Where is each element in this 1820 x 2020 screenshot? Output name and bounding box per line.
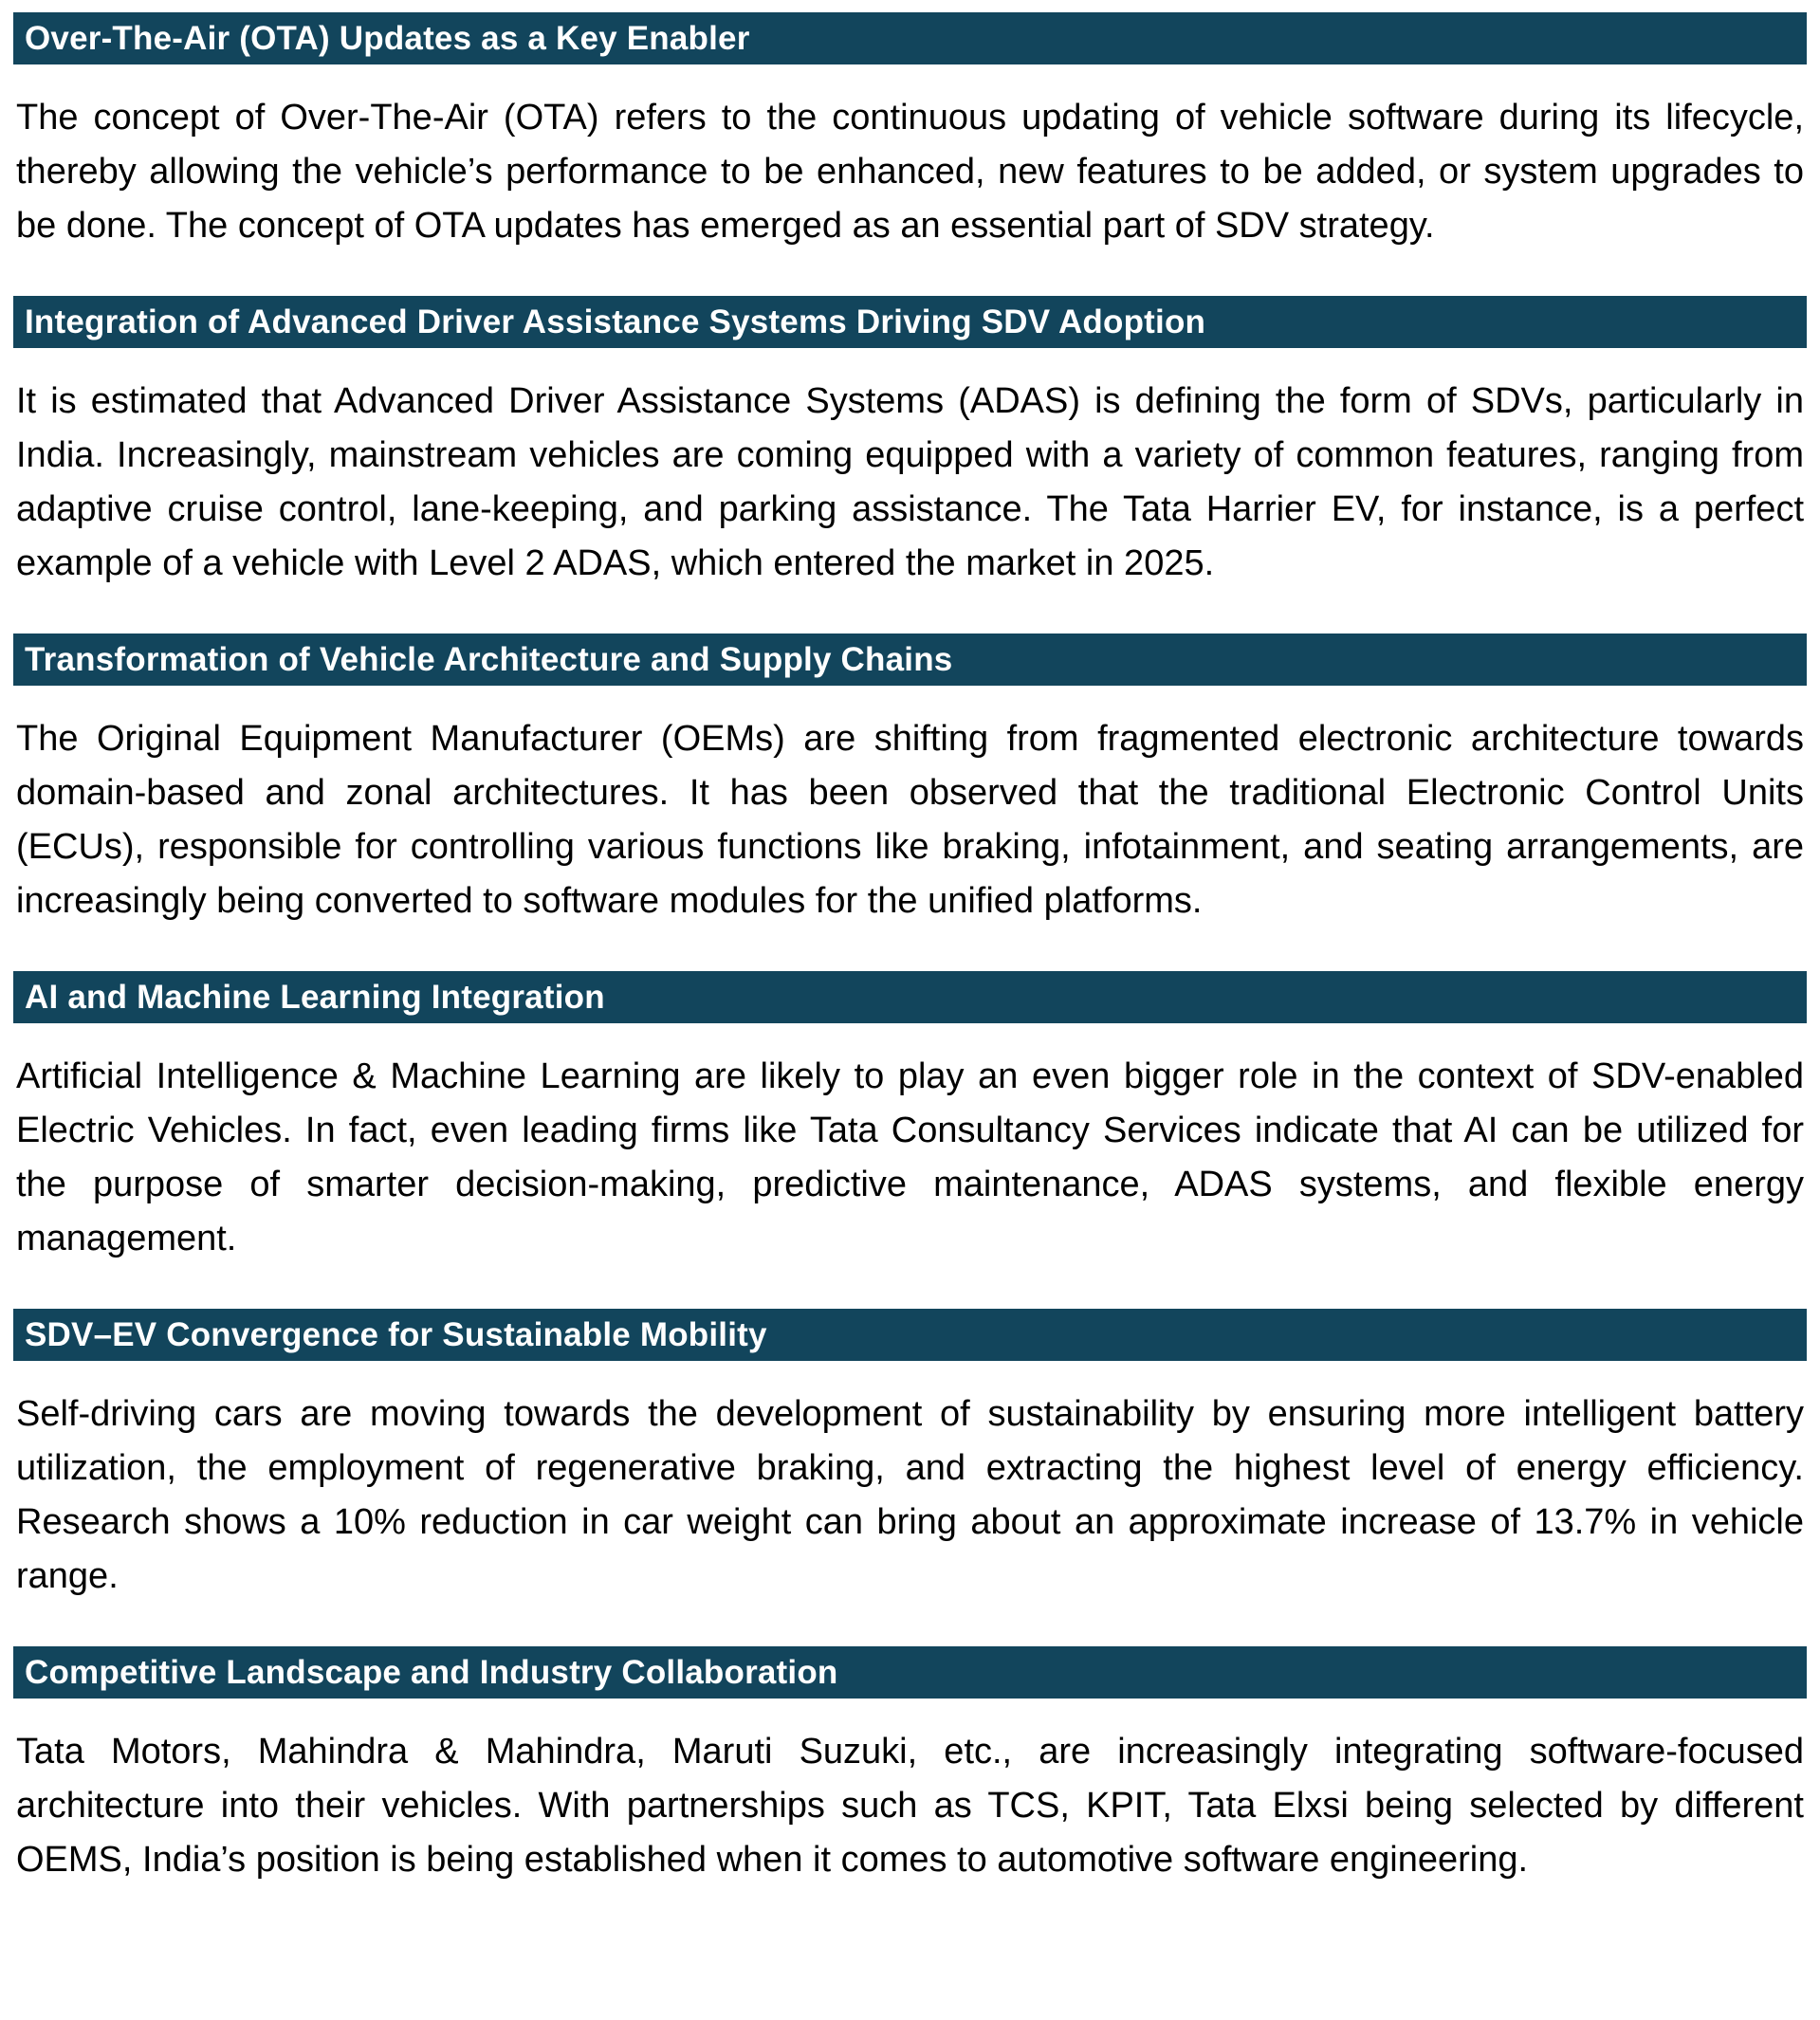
section-title: Over-The-Air (OTA) Updates as a Key Enabler <box>25 20 750 57</box>
section-title: SDV–EV Convergence for Sustainable Mobility <box>25 1316 767 1353</box>
section-title-bar-adas-integration <box>13 296 1807 348</box>
section-paragraph-adas-integration: It is estimated that Advanced Driver Assistance Systems (ADAS) is defining the form of SDVs, particularly in India. Increasingly, mainstream vehicles are coming equipped with a variety of common features, ranging from adaptive cruise control, lane-keeping, and parking assistance. The Tata Harrier EV, for instance, is a perfect example of a vehicle with Level 2 ADAS, which entered the market in 2025. <box>16 381 1804 583</box>
section-title-bar-vehicle-architecture <box>13 634 1807 686</box>
section-adas-integration <box>13 296 1807 591</box>
section-paragraph-vehicle-architecture: The Original Equipment Manufacturer (OEMs) are shifting from fragmented electronic architecture towards domain-based and zonal architectures. It has been observed that the traditional Electronic Control Units (ECUs), responsible for controlling various functions like braking, infotainment, and seating arrangements, are increasingly being converted to software modules for the unified platforms. <box>16 719 1804 921</box>
section-title-bar-competitive-landscape <box>13 1646 1807 1699</box>
section-title-bar-ota-updates <box>13 12 1807 64</box>
section-ota-updates <box>13 12 1807 253</box>
section-title-bar-ai-ml-integration <box>13 971 1807 1023</box>
section-ai-ml-integration <box>13 971 1807 1266</box>
section-paragraph-competitive-landscape: Tata Motors, Mahindra & Mahindra, Maruti Suzuki, etc., are increasingly integrating software-focused architecture into their vehicles. With partnerships such as TCS, KPIT, Tata Elxsi being selected by different OEMS, India’s position is being established when it comes to automotive software engineering. <box>16 1732 1804 1880</box>
section-paragraph-sdv-ev-convergence: Self-driving cars are moving towards the development of sustainability by ensuring more intelligent battery utilization, the employment of regenerative braking, and extracting the highest level of energy efficiency. Research shows a 10% reduction in car weight can bring about an approximate increase of 13.7% in vehicle range. <box>16 1394 1804 1596</box>
section-title: Transformation of Vehicle Architecture and Supply Chains <box>25 641 953 678</box>
section-title: AI and Machine Learning Integration <box>25 979 605 1016</box>
section-sdv-ev-convergence <box>13 1309 1807 1604</box>
section-title: Competitive Landscape and Industry Collaboration <box>25 1654 838 1691</box>
section-title: Integration of Advanced Driver Assistance Systems Driving SDV Adoption <box>25 303 1206 340</box>
section-paragraph-ota-updates: The concept of Over-The-Air (OTA) refers to the continuous updating of vehicle software during its lifecycle, thereby allowing the vehicle’s performance to be enhanced, new features to be added, or system upgrades to be done. The concept of OTA updates has emerged as an essential part of SDV strategy. <box>16 98 1804 246</box>
section-paragraph-ai-ml-integration: Artificial Intelligence & Machine Learning are likely to play an even bigger role in the context of SDV-enabled Electric Vehicles. In fact, even leading firms like Tata Consultancy Services indicate that AI can be utilized for the purpose of smarter decision-making, predictive maintenance, ADAS systems, and flexible energy management. <box>16 1056 1804 1258</box>
section-competitive-landscape <box>13 1646 1807 1887</box>
section-title-bar-sdv-ev-convergence <box>13 1309 1807 1361</box>
section-vehicle-architecture <box>13 634 1807 928</box>
